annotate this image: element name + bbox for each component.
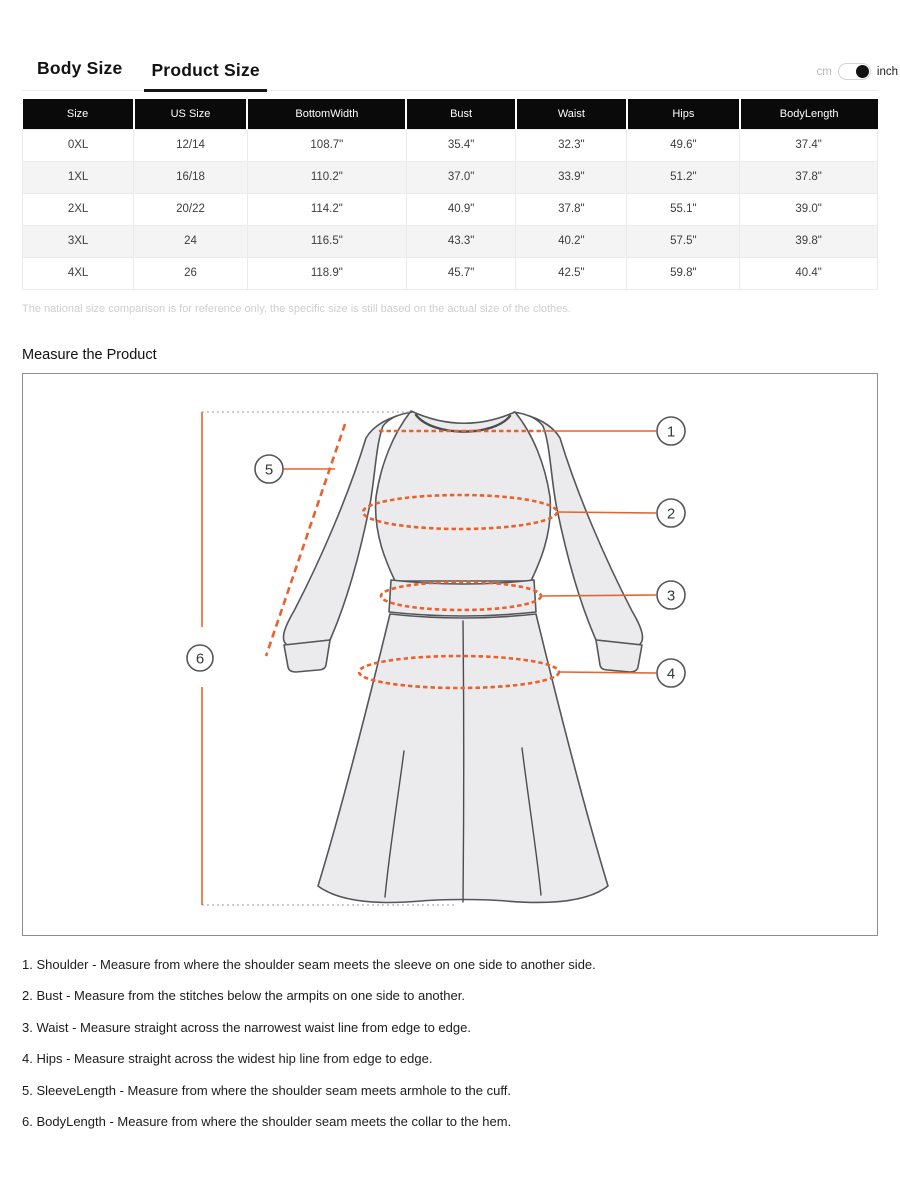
table-cell: 0XL (23, 129, 134, 161)
instruction-item: 2. Bust - Measure from the stitches below the armpits on one side to another. (22, 988, 465, 1003)
table-row (23, 161, 878, 193)
table-cell: 118.9" (247, 257, 406, 289)
column-header-bottomwidth: BottomWidth (247, 99, 406, 129)
leader-line-2 (557, 512, 656, 513)
dress-right-cuff (596, 640, 642, 672)
table-cell: 59.8" (627, 257, 740, 289)
table-row (23, 129, 878, 161)
column-header-us-size: US Size (134, 99, 248, 129)
table-cell: 57.5" (627, 225, 740, 257)
table-row (23, 193, 878, 225)
table-cell: 12/14 (134, 129, 248, 161)
instruction-item: 6. BodyLength - Measure from where the shoulder seam meets the collar to the hem. (22, 1114, 512, 1129)
table-cell: 43.3" (406, 225, 515, 257)
instruction-item: 5. SleeveLength - Measure from where the shoulder seam meets armhole to the cuff. (22, 1082, 511, 1098)
table-cell: 40.9" (406, 193, 515, 225)
column-header-hips: Hips (627, 99, 740, 129)
table-cell: 49.6" (627, 129, 740, 161)
size-table-body (23, 129, 878, 289)
table-cell: 37.4" (740, 129, 878, 161)
toggle-knob (856, 65, 869, 78)
table-cell: 4XL (23, 257, 134, 289)
instruction-item: 3. Waist - Measure straight across the narrowest waist line from edge to edge. (22, 1019, 471, 1035)
table-cell: 114.2" (247, 193, 406, 225)
dress-illustration (23, 374, 877, 935)
column-header-waist: Waist (516, 99, 627, 129)
table-cell: 51.2" (627, 161, 740, 193)
measure-instructions (22, 957, 878, 1130)
table-cell: 40.2" (516, 225, 627, 257)
instruction-item: 4. Hips - Measure straight across the widest hip line from edge to edge. (22, 1051, 433, 1066)
leader-line-3 (541, 595, 656, 596)
table-cell: 37.0" (406, 161, 515, 193)
dress-bodice (376, 411, 551, 581)
tab-bar (22, 0, 898, 91)
tab-product-size[interactable]: Product Size (144, 60, 266, 92)
column-header-bust: Bust (406, 99, 515, 129)
table-cell: 26 (134, 257, 248, 289)
table-row (23, 225, 878, 257)
disclaimer-text: The national size comparison is for reference only, the specific size is still based on the actual size of the clothes. (22, 302, 571, 315)
callout-label-1: 1 (666, 423, 676, 440)
callout-label-3: 3 (666, 587, 676, 604)
table-cell: 40.4" (740, 257, 878, 289)
section-title: Measure the Product (22, 346, 157, 363)
dress-left-cuff (284, 640, 330, 672)
table-cell: 55.1" (627, 193, 740, 225)
table-cell: 35.4" (406, 129, 515, 161)
unit-toggle[interactable] (817, 63, 898, 80)
table-row (23, 257, 878, 289)
table-cell: 42.5" (516, 257, 627, 289)
skirt-center-seam (463, 621, 464, 902)
tab-body-size[interactable]: Body Size (37, 58, 123, 78)
leader-line-4 (559, 672, 656, 673)
table-cell: 39.8" (740, 225, 878, 257)
table-cell: 108.7" (247, 129, 406, 161)
column-header-size: Size (23, 99, 134, 129)
table-cell: 116.5" (247, 225, 406, 257)
table-cell: 3XL (23, 225, 134, 257)
table-cell: 110.2" (247, 161, 406, 193)
table-cell: 37.8" (516, 193, 627, 225)
table-cell: 39.0" (740, 193, 878, 225)
table-cell: 33.9" (516, 161, 627, 193)
unit-toggle-switch[interactable] (838, 63, 871, 80)
table-cell: 1XL (23, 161, 134, 193)
measure-diagram (22, 373, 878, 936)
unit-label-inch[interactable]: inch (876, 65, 898, 78)
table-cell: 37.8" (740, 161, 878, 193)
callout-label-4: 4 (666, 665, 676, 682)
unit-label-cm[interactable]: cm (816, 65, 832, 78)
table-header-row (23, 99, 878, 129)
table-cell: 32.3" (516, 129, 627, 161)
product-size-table (22, 99, 878, 290)
table-cell: 45.7" (406, 257, 515, 289)
column-header-bodylength: BodyLength (740, 99, 878, 129)
callout-label-5: 5 (264, 461, 274, 478)
table-cell: 24 (134, 225, 248, 257)
table-cell: 20/22 (134, 193, 248, 225)
table-cell: 2XL (23, 193, 134, 225)
callout-label-6: 6 (195, 650, 205, 667)
instruction-item: 1. Shoulder - Measure from where the shoulder seam meets the sleeve on one side to another side. (22, 956, 596, 972)
callout-label-2: 2 (666, 505, 676, 522)
table-cell: 16/18 (134, 161, 248, 193)
